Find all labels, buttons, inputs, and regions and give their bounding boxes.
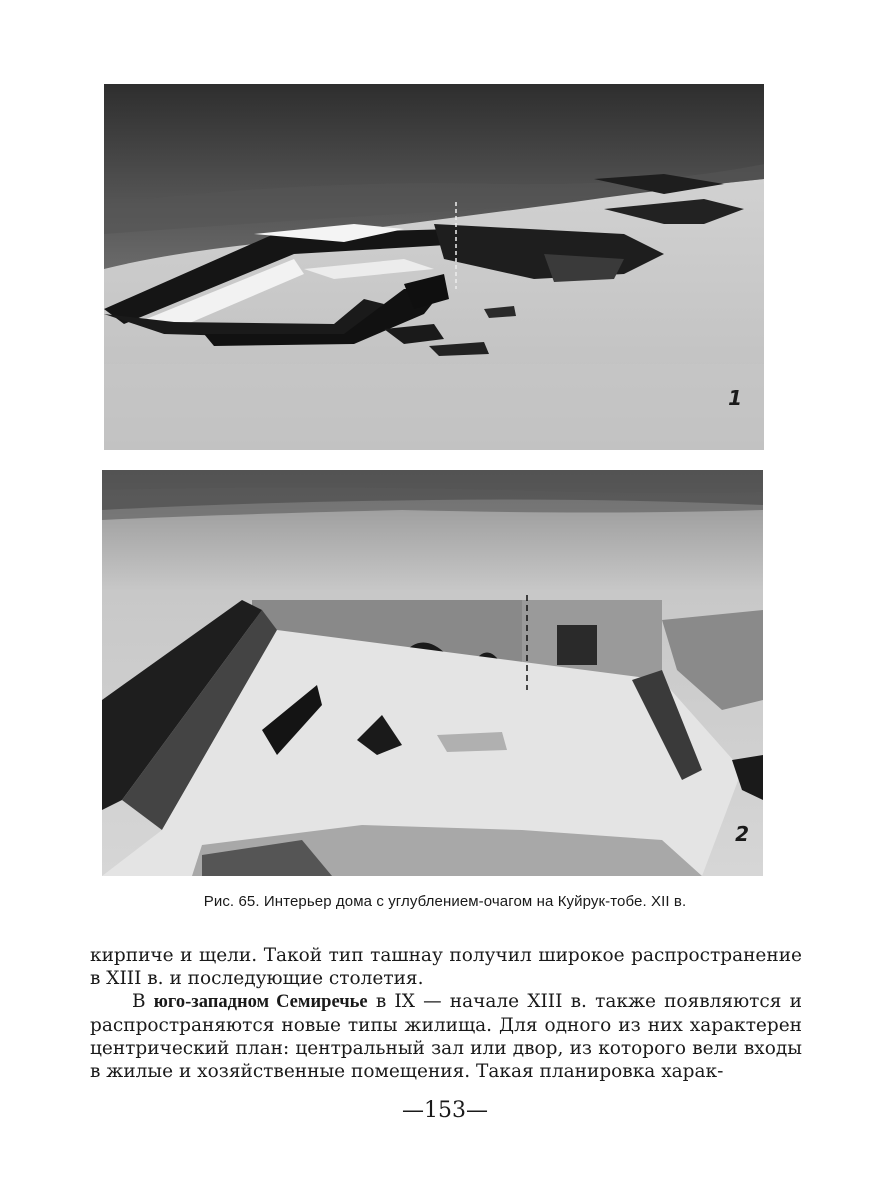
paragraph-2-bold-term: юго-западном Семиречье <box>153 992 368 1012</box>
paragraph-1: кирпиче и щели. Такой тип ташнау получил широкое распространение в XIII в. и последующие столетия. <box>90 945 802 989</box>
photo-1-number: 1 <box>728 386 742 410</box>
photo-house-interior <box>102 470 763 876</box>
page-number: —153— <box>402 1098 488 1123</box>
photo-2-number: 2 <box>735 822 749 846</box>
photo-excavation-overview <box>104 84 764 450</box>
paragraph-2-rest: в IX — начале XIII в. также появляются и распространяются новые типы жилища. Для одного из них характерен центрический план: центральный зал или двор, из которого вели входы в жилые и хозяйственные помещения. Такая планировка харак- <box>90 991 802 1082</box>
paragraph-2 <box>90 990 802 1083</box>
body-text <box>90 944 802 1083</box>
paragraph-2-lead: В <box>132 991 154 1012</box>
figure-caption: Рис. 65. Интерьер дома с углублением-очагом на Куйрук-тобе. XII в. <box>203 893 687 910</box>
